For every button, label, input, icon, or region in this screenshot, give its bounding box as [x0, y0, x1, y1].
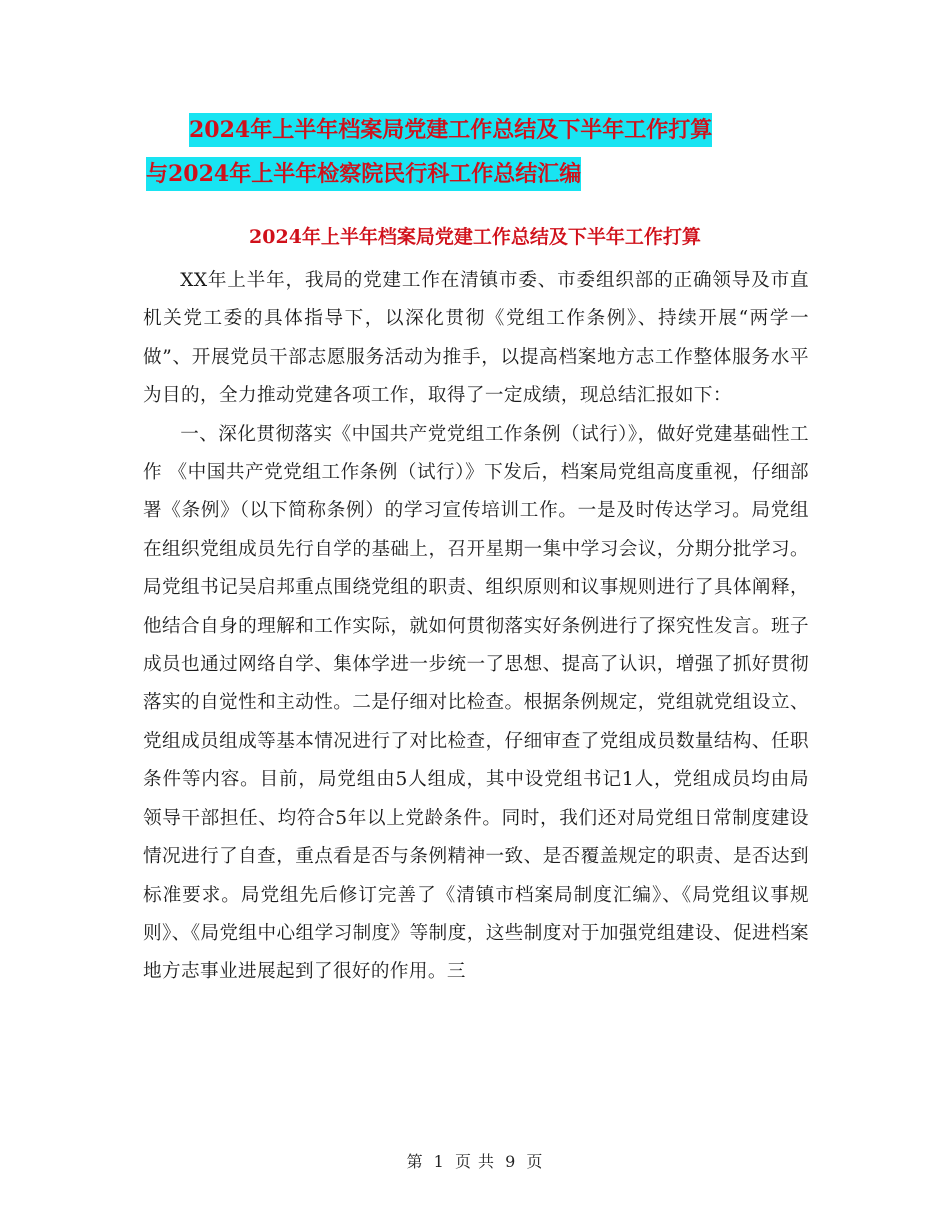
page-label-mid: 页 共	[454, 1152, 496, 1171]
title-highlight: 2024年上半年档案局党建工作总结及下半年工作打算	[189, 113, 712, 147]
page-label-prefix: 第	[406, 1152, 424, 1171]
paragraph: XX年上半年，我局的党建工作在清镇市委、市委组织部的正确领导及市直机关党工委的具体指导下，以深化贯彻《党组工作条例》、持续开展“两学一做”、开展党员干部志愿服务活动为推手，以提高档案地方志工作整体服务水平为目的，全力推动党建各项工作，取得了一定成绩，现总结汇报如下：	[143, 270, 809, 407]
document-body	[143, 262, 809, 992]
page-number: 1	[433, 1152, 445, 1171]
page-label-suffix: 页	[526, 1152, 544, 1171]
document-title-line-2	[0, 158, 950, 190]
document-title-line-1	[0, 114, 950, 146]
page-footer	[0, 1150, 950, 1174]
title-highlight: 与2024年上半年检察院民行科工作总结汇编	[146, 157, 581, 191]
paragraph: 一、深化贯彻落实《中国共产党党组工作条例（试行）》，做好党建基础性工作 《中国共产党党组工作条例（试行）》下发后，档案局党组高度重视，仔细部署《条例》（以下简称条例）的学习宣传培训工作。一是及时传达学习。局党组在组织党组成员先行自学的基础上，召开星期一集中学习会议，分期分批学习。局党组书记吴启邦重点围绕党组的职责、组织原则和议事规则进行了具体阐释，他结合自身的理解和工作实际，就如何贯彻落实好条例进行了探究性发言。班子成员也通过网络自学、集体学进一步统一了思想、提高了认识，增强了抓好贯彻落实的自觉性和主动性。二是仔细对比检查。根据条例规定，党组就党组设立、党组成员组成等基本情况进行了对比检查，仔细审查了党组成员数量结构、任职条件等内容。目前，局党组由5人组成，其中设党组书记1人，党组成员均由局领导干部担任、均符合5年以上党龄条件。同时，我们还对局党组日常制度建设情况进行了自查，重点看是否与条例精神一致、是否覆盖规定的职责、是否达到标准要求。局党组先后修订完善了《清镇市档案局制度汇编》、《局党组议事规则》、《局党组中心组学习制度》等制度，这些制度对于加强党组建设、促进档案地方志事业进展起到了很好的作用。三	[143, 423, 809, 983]
section-title: 2024年上半年档案局党建工作总结及下半年工作打算	[249, 226, 701, 248]
total-pages: 9	[505, 1152, 517, 1171]
